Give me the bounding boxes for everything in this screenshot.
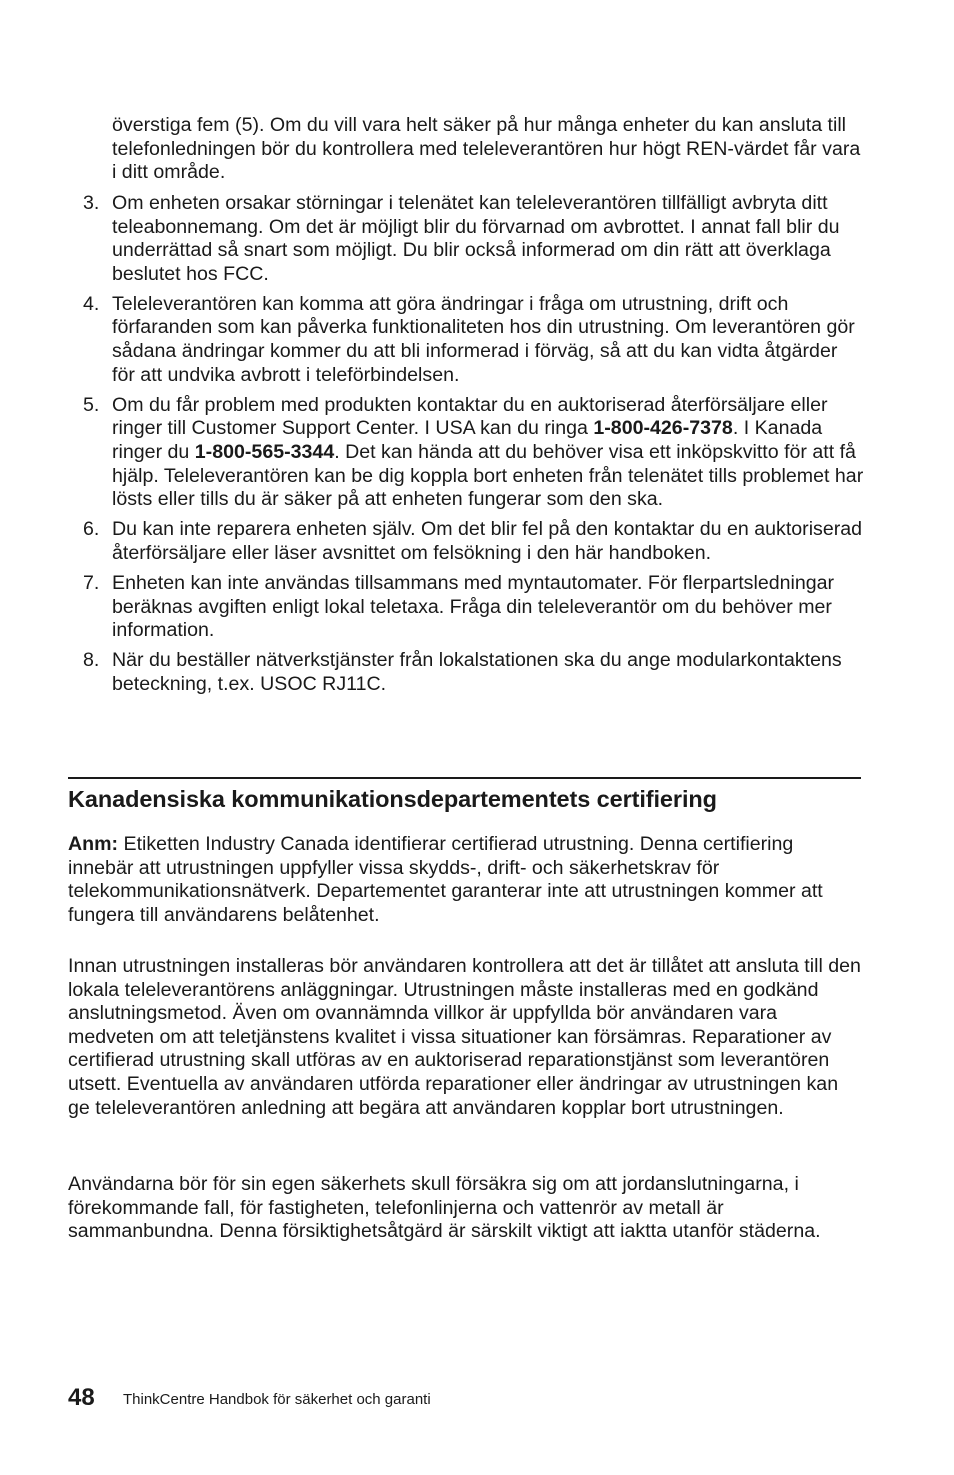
section-heading: Kanadensiska kommunikationsdepartementets certifiering bbox=[68, 786, 717, 812]
list-item-text: Enheten kan inte användas tillsammans med myntautomater. För flerpartsledningar beräknas avgiften enligt lokal teletaxa. Fråga din teleleverantör om du behöver mer information. bbox=[112, 571, 835, 642]
note-text: Etiketten Industry Canada identifierar certifierad utrustning. Denna certifiering innebär att utrustningen uppfyller vissa skydds-, drift- och säkerhetskrav för telekommunikationsnätverk. Departementet garanterar inte att utrustningen kommer att fungera till användarens belåtenhet. bbox=[68, 833, 823, 926]
us-phone-number: 1-800-426-7378 bbox=[593, 417, 733, 440]
page-number: 48 bbox=[68, 1384, 95, 1411]
list-item bbox=[68, 293, 864, 387]
grounding-paragraph: Användarna bör för sin egen säkerhets skull försäkra sig om att jordanslutningarna, i förekommande fall, för fastigheten, telefonlinjerna och vattenrör av metall är sammanbundna. Denna försiktighetsåtgärd är särskilt viktigt att iaktta utanför städerna. bbox=[68, 1173, 821, 1243]
list-item-text-part: Om du får problem med produkten kontaktar du en auktoriserad återförsäljare eller ringer till Customer Support Center. I USA kan du ringa bbox=[112, 393, 828, 440]
section-divider bbox=[68, 777, 861, 779]
list-item-text: Om enheten orsakar störningar i telenätet kan teleleverantören tillfälligt avbryta ditt teleabonnemang. Om det är möjligt blir du förvarnad om avbrottet. I annat fall blir du underrättad så snart som möjligt. Du blir också informerad om din rätt att överklaga beslutet hos FCC. bbox=[112, 192, 840, 285]
list-item-text: Teleleverantören kan komma att göra ändringar i fråga om utrustning, drift och förfaranden som kan påverka funktionaliteten hos din utrustning. Om leverantören gör sådana ändringar kommer du att bli informerad i förväg, så att du kan vidta åtgärder för att undvika avbrott i teleförbindelsen. bbox=[112, 292, 855, 386]
note-paragraph bbox=[68, 833, 864, 927]
list-item bbox=[68, 518, 864, 565]
page-footer bbox=[68, 1382, 868, 1416]
list-item-number: 3. bbox=[83, 192, 100, 214]
list-item-text-part: . I Kanada ringer du bbox=[112, 417, 823, 463]
canada-phone-number: 1-800-565-3344 bbox=[194, 440, 335, 463]
list-item-number: 4. bbox=[83, 292, 100, 315]
list-item bbox=[68, 572, 864, 643]
list-item-number: 6. bbox=[83, 518, 100, 541]
list-item-number: 7. bbox=[83, 571, 100, 594]
list-item bbox=[68, 649, 864, 696]
list-item-text bbox=[112, 394, 863, 510]
list-item bbox=[68, 192, 864, 286]
list-item bbox=[68, 394, 864, 512]
list-item-number: 5. bbox=[83, 393, 100, 416]
installation-paragraph: Innan utrustningen installeras bör användaren kontrollera att det är tillåtet att ansluta till den lokala teleleverantörens anläggningar. Utrustningen måste installeras med en godkänd anslutningsmetod. Även om ovannämnda villkor är uppfyllda bör användaren vara medveten om att teletjänstens kvalitet i vissa situationer kan försämras. Reparationer av certifierad utrustning skall utföras av en auktoriserad reparationstjänst som leverantören utsett. Eventuella av användaren utförda reparationer eller ändringar av utrustningen kan ge teleleverantören anledning att begära att användaren kopplar bort utrustningen. bbox=[68, 955, 861, 1119]
list-item-number: 8. bbox=[83, 649, 100, 672]
list-item-text: När du beställer nätverkstjänster från lokalstationen ska du ange modularkontaktens beteckning, t.ex. USOC RJ11C. bbox=[112, 649, 842, 695]
note-label: Anm: bbox=[68, 833, 119, 855]
numbered-list bbox=[68, 192, 864, 703]
footer-book-title: ThinkCentre Handbok för säkerhet och garanti bbox=[123, 1391, 431, 1408]
continuation-paragraph: överstiga fem (5). Om du vill vara helt säker på hur många enheter du kan ansluta till telefonledningen bör du kontrollera med teleleverantören hur högt REN-värdet får vara i ditt område. bbox=[112, 114, 861, 184]
list-item-text-part: . Det kan hända att du behöver visa ett inköpskvitto för att få hjälp. Teleleverantören kan be dig koppla bort enheten från telenätet tills problemet har lösts eller tills du är säker på att enheten fungerar som den ska. bbox=[112, 440, 864, 511]
list-item-text: Du kan inte reparera enheten själv. Om det blir fel på den kontaktar du en auktoriserad återförsäljare eller läser avsnittet om felsökning i den här handboken. bbox=[112, 518, 863, 564]
